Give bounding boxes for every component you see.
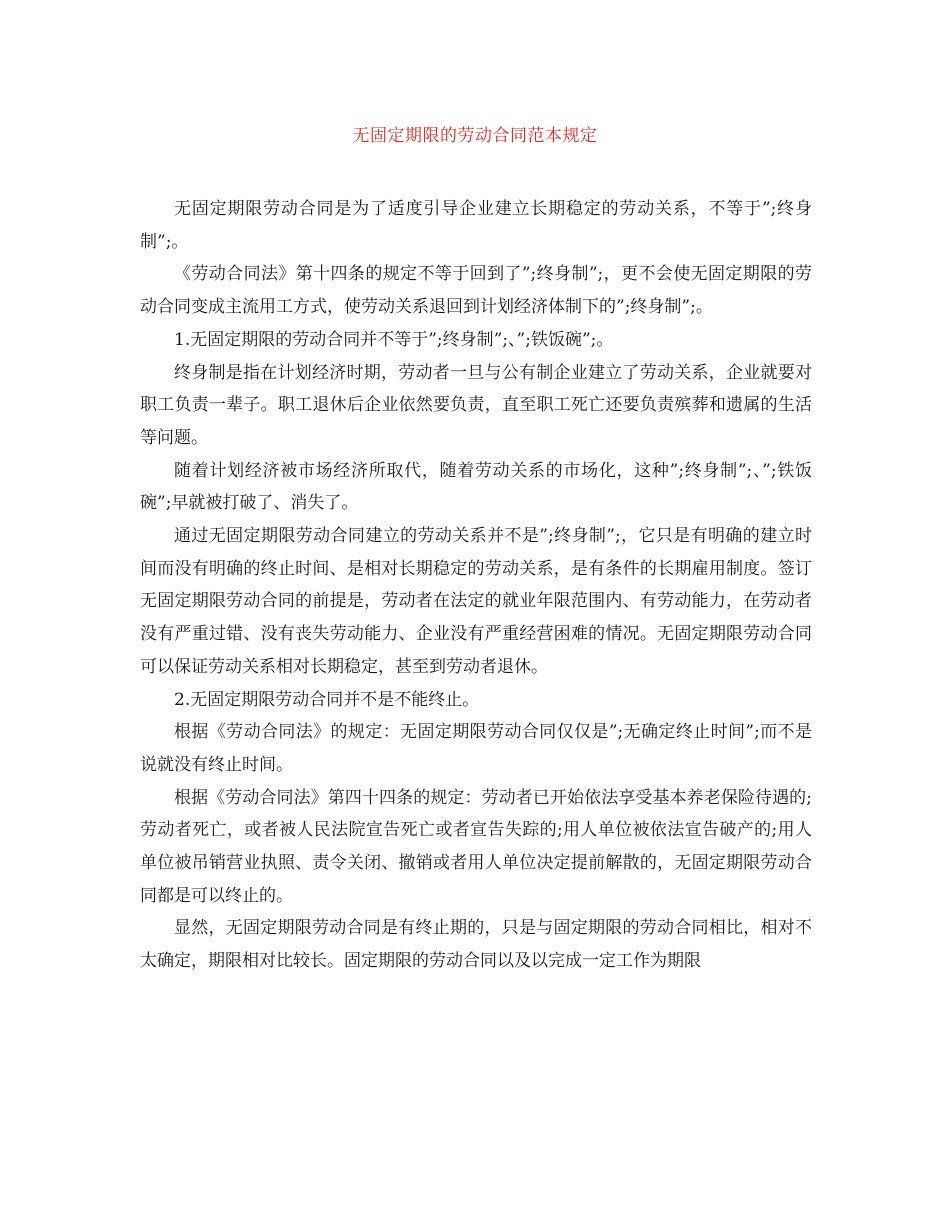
paragraph-10: 显然，无固定期限劳动合同是有终止期的，只是与固定期限的劳动合同相比，相对不太确定，期限相对比较长。固定期限的劳动合同以及以完成一定工作为期限 bbox=[140, 918, 812, 972]
document-body bbox=[140, 193, 812, 978]
paragraph-4: 终身制是指在计划经济时期，劳动者一旦与公有制企业建立了劳动关系，企业就要对职工负责一辈子。职工退休后企业依然要负责，直至职工死亡还要负责殡葬和遗属的生活等问题。 bbox=[140, 362, 812, 448]
paragraph-5: 随着计划经济被市场经济所取代，随着劳动关系的市场化，这种”;终身制”;、”;铁饭碗”;早就被打破了、消失了。 bbox=[140, 460, 812, 514]
paragraph-9: 根据《劳动合同法》第四十四条的规定：劳动者已开始依法享受基本养老保险待遇的;劳动者死亡，或者被人民法院宣告死亡或者宣告失踪的;用人单位被依法宣告破产的;用人单位被吊销营业执照、责令关闭、撤销或者用人单位决定提前解散的，无固定期限劳动合同都是可以终止的。 bbox=[140, 787, 812, 906]
paragraph-7: 2.无固定期限劳动合同并不是不能终止。 bbox=[174, 689, 480, 710]
paragraph-2: 《劳动合同法》第十四条的规定不等于回到了”;终身制”;，更不会使无固定期限的劳动合同变成主流用工方式，使劳动关系退回到计划经济体制下的”;终身制”;。 bbox=[140, 264, 812, 318]
paragraph-1: 无固定期限劳动合同是为了适度引导企业建立长期稳定的劳动关系，不等于”;终身制”;。 bbox=[140, 199, 812, 252]
paragraph-8: 根据《劳动合同法》的规定：无固定期限劳动合同仅仅是”;无确定终止时间”;而不是说就没有终止时间。 bbox=[140, 722, 812, 775]
document-title: 无固定期限的劳动合同范本规定 bbox=[352, 126, 598, 146]
paragraph-6: 通过无固定期限劳动合同建立的劳动关系并不是”;终身制”;，它只是有明确的建立时间而没有明确的终止时间、是相对长期稳定的劳动关系，是有条件的长期雇用制度。签订无固定期限劳动合同的前提是，劳动者在法定的就业年限范围内、有劳动能力，在劳动者没有严重过错、没有丧失劳动能力、企业没有严重经营困难的情况。无固定期限劳动合同可以保证劳动关系相对长期稳定，甚至到劳动者退休。 bbox=[140, 526, 812, 677]
paragraph-3: 1.无固定期限的劳动合同并不等于”;终身制”;、”;铁饭碗”;。 bbox=[174, 329, 614, 350]
